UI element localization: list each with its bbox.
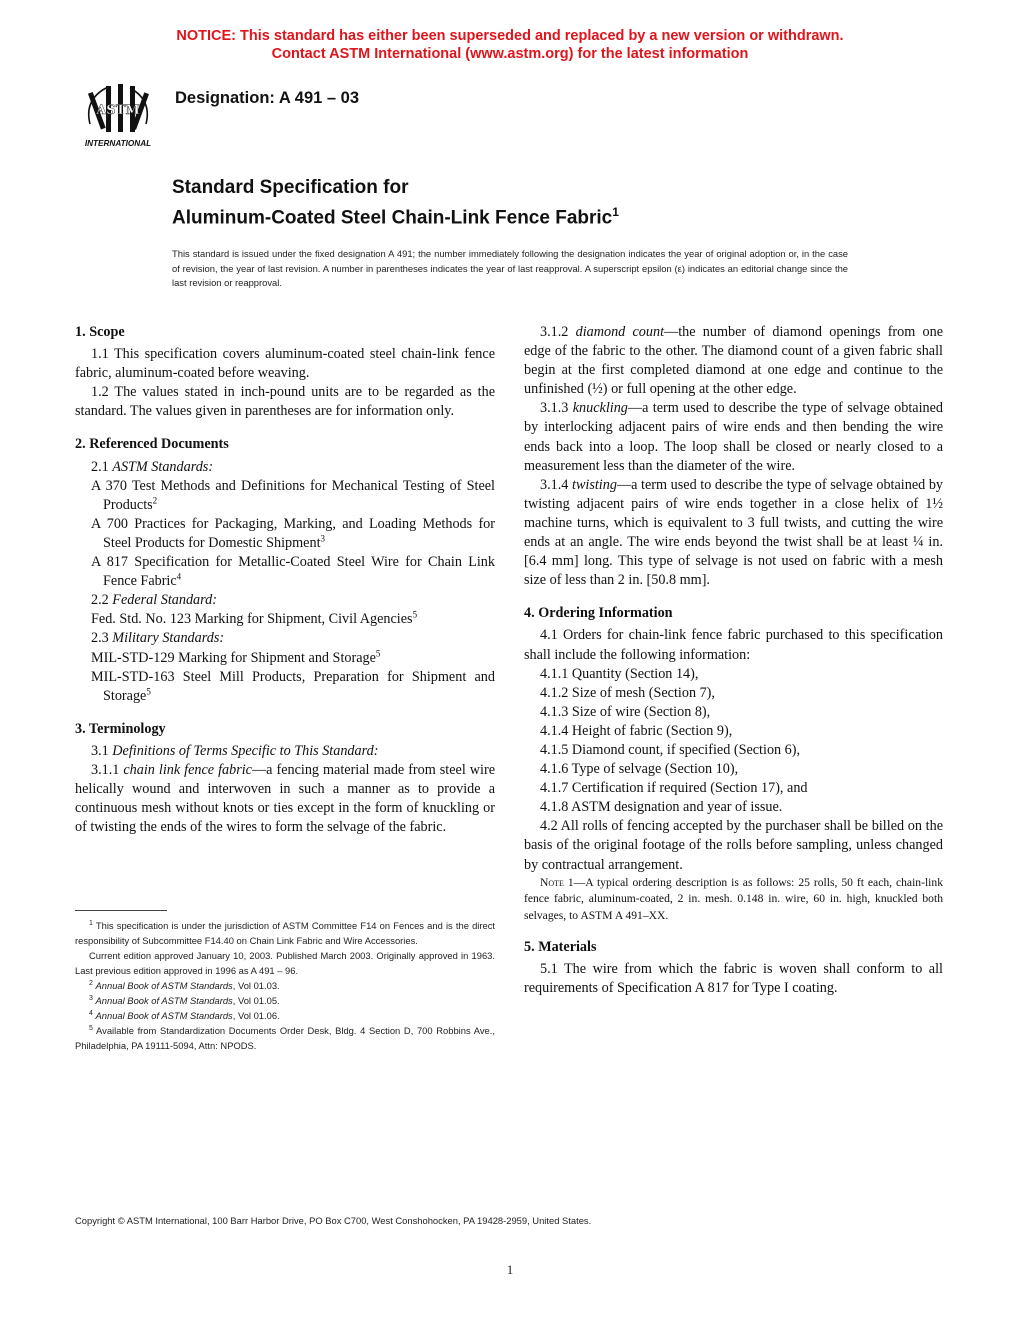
document-title xyxy=(172,175,619,230)
footnote-1: $^1$ This specification is under the jurisdiction of ASTM Committee F14 on Fences and is the direct responsibility of Subcommittee F14.40 on Chain Link Fabric and Wire Accessories. xyxy=(75,919,495,946)
federal-standard-label: 2.2 Federal Standard: xyxy=(91,592,217,609)
reference-a817: A 817 Specification for Metallic-Coated Steel Wire for Chain Link Fence Fabric$^4$ xyxy=(91,554,495,590)
military-standards-label: 2.3 Military Standards: xyxy=(91,630,225,647)
section-heading-ordering-information: 4. Ordering Information xyxy=(524,605,673,622)
ordering-note-1: Note 1—A typical ordering description is as follows: 25 rolls, 50 ft each, chain-link fence fabric, aluminum-coated, 2 in. mesh. 0.148 in. wire, 60 in. high, knuckled both selvages, to ASTM A 491–XX. xyxy=(524,875,943,922)
ordering-item: 4.1.2 Size of mesh (Section 7), xyxy=(540,684,715,701)
ordering-item: 4.1.6 Type of selvage (Section 10), xyxy=(540,761,739,778)
terminology-3-1: 3.1 Definitions of Terms Specific to This Standard: xyxy=(91,742,379,759)
designation: Designation: A 491 – 03 xyxy=(175,89,360,107)
reference-mil-std-129: MIL-STD-129 Marking for Shipment and Storage$^5$ xyxy=(91,647,381,666)
footnote-3: $^3$ Annual Book of ASTM Standards, Vol 01.05. xyxy=(89,994,280,1006)
scope-1-2: 1.2 The values stated in inch-pound units are to be regarded as the standard. The values given in parentheses are for information only. xyxy=(75,384,495,420)
title-line-1: Standard Specification for xyxy=(172,177,409,198)
ordering-item: 4.1.7 Certification if required (Section 17), and xyxy=(540,780,808,797)
reference-mil-std-163: MIL-STD-163 Steel Mill Products, Preparation for Shipment and Storage$^5$ xyxy=(91,668,495,704)
reference-fed-std-123: Fed. Std. No. 123 Marking for Shipment, Civil Agencies$^5$ xyxy=(91,609,418,628)
notice-line-2: Contact ASTM International (www.astm.org) for the latest information xyxy=(271,46,749,62)
section-heading-materials: 5. Materials xyxy=(524,939,597,956)
ordering-4-2: 4.2 All rolls of fencing accepted by the purchaser shall be billed on the basis of the original footage of the rolls before sampling, unless changed by contractual arrangement. xyxy=(524,818,943,873)
scope-1-1: 1.1 This specification covers aluminum-coated steel chain-link fence fabric, aluminum-coated before weaving. xyxy=(75,346,495,382)
ordering-4-1: 4.1 Orders for chain-link fence fabric purchased to this specification shall include the following information: xyxy=(524,627,943,663)
footnote-4: $^4$ Annual Book of ASTM Standards, Vol 01.06. xyxy=(89,1009,280,1021)
footnotes xyxy=(75,918,495,1053)
issued-note: This standard is issued under the fixed designation A 491; the number immediately following the designation indicates the year of original adoption or, in the case of revision, the year of last revision. A number in parentheses indicates the year of last reapproval. A superscript epsilon (ε) indicates an editorial change since the last revision or reapproval. xyxy=(172,248,848,288)
supersession-notice xyxy=(0,27,1020,63)
footnote-5: $^5$ Available from Standardization Documents Order Desk, Bldg. 4 Section D, 700 Robbins Ave., Philadelphia, PA 19111-5094, Attn: NPODS. xyxy=(75,1024,495,1051)
astm-standards-label: 2.1 ASTM Standards: xyxy=(91,458,214,475)
footnote-divider xyxy=(75,910,167,911)
materials-5-1: 5.1 The wire from which the fabric is woven shall conform to all requirements of Specification A 817 for Type I coating. xyxy=(524,961,943,997)
title-line-2: Aluminum-Coated Steel Chain-Link Fence Fabric xyxy=(172,207,613,229)
ordering-item: 4.1.4 Height of fabric (Section 9), xyxy=(540,722,733,739)
definition-diamond-count: 3.1.2 diamond count—the number of diamond openings from one edge of the fabric to the other. The diamond count of a given fabric shall begin at the first completed diamond at one edge and continue to the unfinished (½) or full opening at the other edge. xyxy=(524,324,943,398)
logo-subtext: INTERNATIONAL xyxy=(84,139,152,148)
copyright-line: Copyright © ASTM International, 100 Barr Harbor Drive, PO Box C700, West Conshohocken, PA 19428-2959, United States. xyxy=(75,1215,592,1226)
page-number: 1 xyxy=(506,1262,514,1277)
section-heading-scope: 1. Scope xyxy=(75,324,125,340)
logo-text: ASTM xyxy=(96,103,140,118)
ordering-item: 4.1.5 Diamond count, if specified (Section 6), xyxy=(540,741,801,758)
definition-twisting: 3.1.4 twisting—a term used to describe the type of selvage obtained by twisting adjacent pairs of wire ends together in a close helix of 1½ machine turns, which is equivalent to 3 full twists, and cutting the wire ends at an angle. The wire ends beyond the twist shall be at least ¼ in. [6.4 mm] long. This type of selvage is not used on fabric with a mesh size of less than 2 in. [50.8 mm]. xyxy=(524,476,944,589)
ordering-item: 4.1.3 Size of wire (Section 8), xyxy=(540,703,711,720)
footnote-2: $^2$ Annual Book of ASTM Standards, Vol 01.03. xyxy=(89,979,280,991)
section-heading-referenced-documents: 2. Referenced Documents xyxy=(75,436,229,453)
title-footnote-mark: 1 xyxy=(612,205,619,219)
definition-chain-link-fence-fabric: 3.1.1 chain link fence fabric—a fencing material made from steel wire helically wound and interwoven in such a manner as to provide a continuous mesh without knots or ties except in the form of knuckling or of twisting the ends of the wires to form the selvage of the fabric. xyxy=(75,761,495,836)
right-column xyxy=(524,323,943,998)
left-column xyxy=(75,323,495,837)
definition-knuckling: 3.1.3 knuckling—a term used to describe the type of selvage obtained by interlocking adjacent pairs of wire ends and then bending the wire ends back into a loop. The loop shall be closed or nearly closed to a measurement less than the diameter of the wire. xyxy=(524,400,944,474)
section-heading-terminology: 3. Terminology xyxy=(75,720,166,737)
ordering-item: 4.1.1 Quantity (Section 14), xyxy=(540,665,699,682)
reference-a700: A 700 Practices for Packaging, Marking, and Loading Methods for Steel Products for Domestic Shipment$^3$ xyxy=(91,515,495,551)
ordering-item: 4.1.8 ASTM designation and year of issue. xyxy=(540,799,783,816)
astm-logo xyxy=(76,80,160,150)
footnote-1-edition: Current edition approved January 10, 2003. Published March 2003. Originally approved in 1963. Last previous edition approved in 1996 as A 491 – 96. xyxy=(75,950,495,976)
notice-line-1: NOTICE: This standard has either been superseded and replaced by a new version or withdrawn. xyxy=(176,28,844,44)
reference-a370: A 370 Test Methods and Definitions for Mechanical Testing of Steel Products$^2$ xyxy=(91,477,495,513)
